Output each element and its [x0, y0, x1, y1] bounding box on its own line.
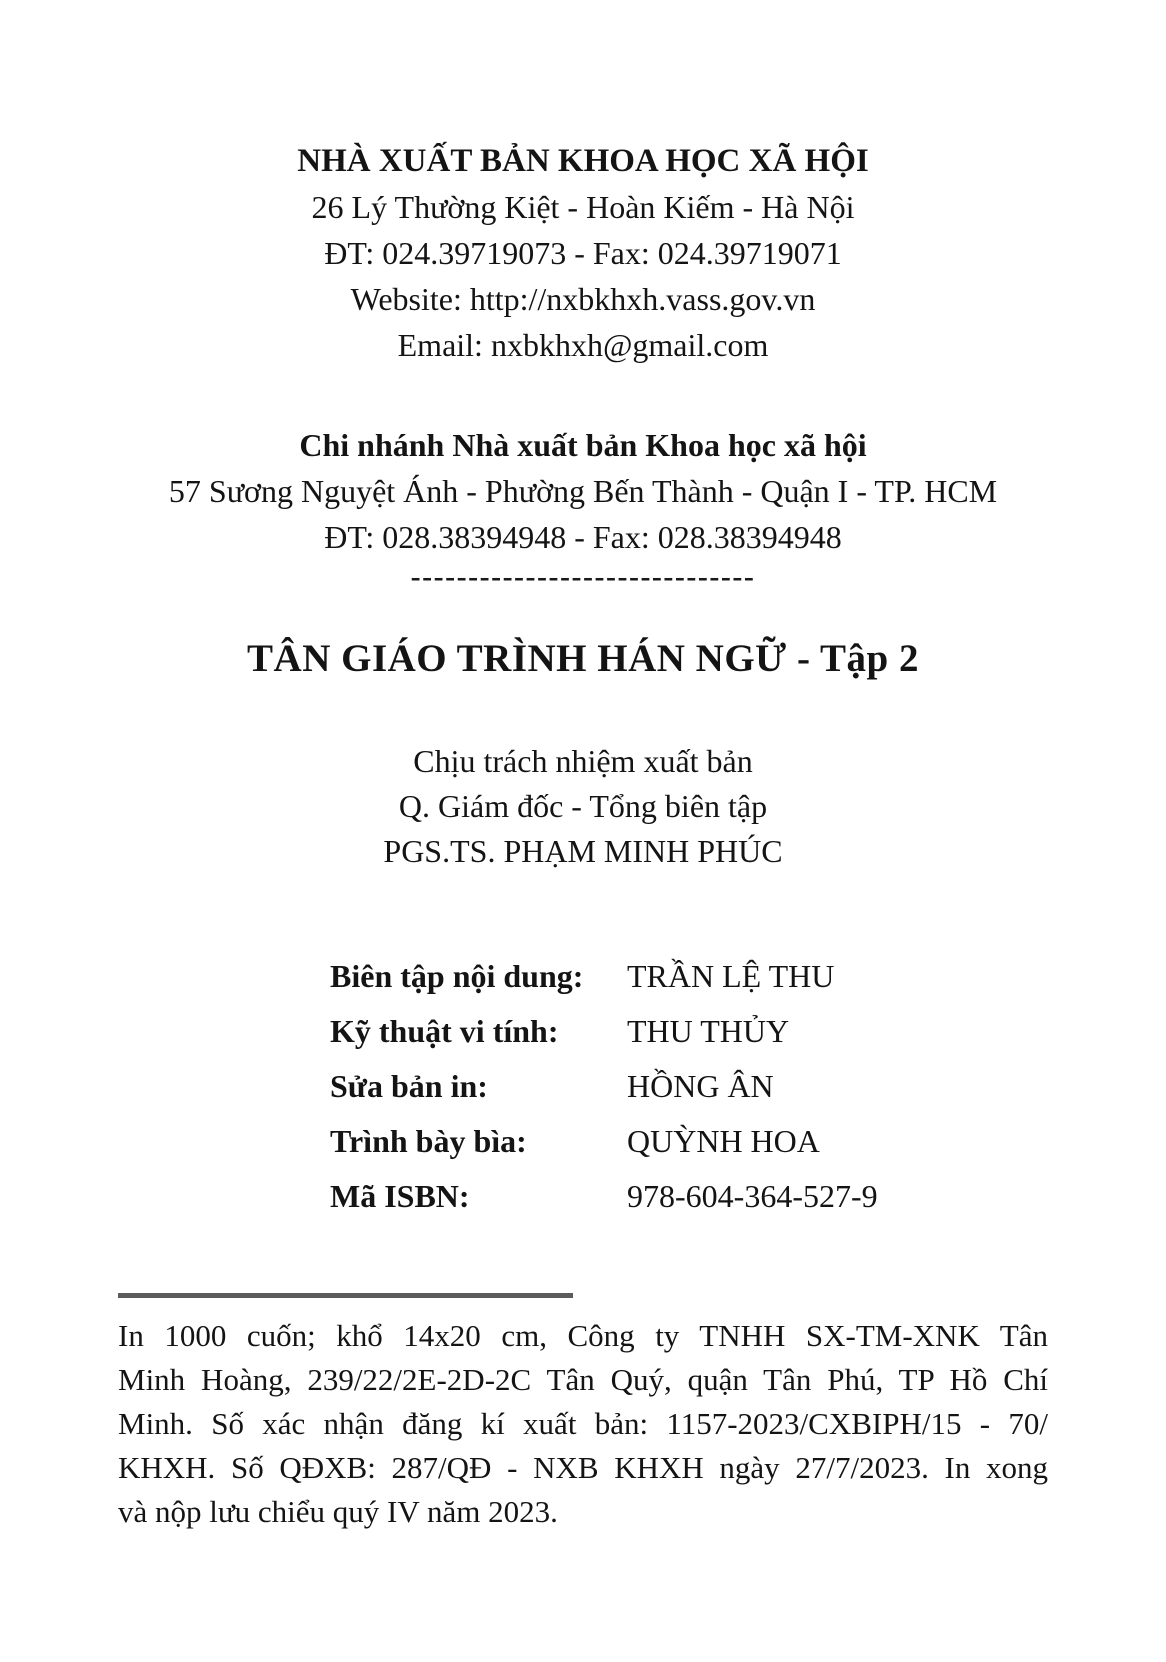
credit-value: QUỲNH HOA: [627, 1123, 820, 1159]
credit-label: Trình bày bìa:: [330, 1123, 527, 1159]
publisher-block: [0, 138, 1166, 368]
branch-name: Chi nhánh Nhà xuất bản Khoa học xã hội: [299, 427, 867, 463]
credit-row: [330, 1123, 1166, 1178]
credit-label: Biên tập nội dung:: [330, 958, 584, 994]
branch-address: 57 Sương Nguyệt Ánh - Phường Bến Thành - Quận I - TP. HCM: [168, 473, 998, 509]
credits-table: [330, 958, 1166, 1233]
dashed-separator: ------------------------------: [410, 560, 756, 593]
responsibility-heading: Chịu trách nhiệm xuất bản: [413, 743, 753, 779]
print-info-line: In 1000 cuốn; khổ 14x20 cm, Công ty TNHH SX-TM-XNK Tân: [118, 1318, 1048, 1353]
publisher-name: NHÀ XUẤT BẢN KHOA HỌC XÃ HỘI: [297, 143, 869, 179]
publisher-address: 26 Lý Thường Kiệt - Hoàn Kiếm - Hà Nội: [311, 189, 855, 225]
credit-value: TRẦN LỆ THU: [627, 958, 835, 994]
credit-value: 978-604-364-527-9: [627, 1178, 878, 1214]
publisher-phone-fax: ĐT: 024.39719073 - Fax: 024.39719071: [324, 235, 842, 271]
print-info-divider: [118, 1293, 573, 1298]
credit-label: Kỹ thuật vi tính:: [330, 1013, 559, 1049]
credit-row: [330, 1178, 1166, 1233]
responsibility-role: Q. Giám đốc - Tổng biên tập: [398, 788, 768, 824]
responsibility-block: [0, 739, 1166, 874]
branch-phone-fax: ĐT: 028.38394948 - Fax: 028.38394948: [324, 519, 842, 555]
credit-row: [330, 1013, 1166, 1068]
credit-label: Sửa bản in:: [330, 1068, 488, 1104]
credit-value: HỒNG ÂN: [627, 1068, 774, 1104]
print-info-line: KHXH. Số QĐXB: 287/QĐ - NXB KHXH ngày 27/7/2023. In xong: [118, 1450, 1048, 1485]
responsibility-name: PGS.TS. PHẠM MINH PHÚC: [383, 833, 783, 869]
print-info-block: [118, 1293, 1048, 1534]
print-info-line: và nộp lưu chiểu quý IV năm 2023.: [118, 1494, 558, 1529]
branch-block: [0, 422, 1166, 594]
credit-row: [330, 1068, 1166, 1123]
credit-value: THU THỦY: [627, 1013, 790, 1049]
publisher-website: Website: http://nxbkhxh.vass.gov.vn: [350, 281, 816, 317]
print-info-line: Minh. Số xác nhận đăng kí xuất bản: 1157-2023/CXBIPH/15 - 70/: [118, 1406, 1048, 1441]
credit-row: [330, 958, 1166, 1013]
credit-label: Mã ISBN:: [330, 1178, 470, 1214]
book-title: TÂN GIÁO TRÌNH HÁN NGỮ - Tập 2: [247, 637, 919, 680]
print-info-paragraph: [118, 1314, 1048, 1534]
print-info-line: Minh Hoàng, 239/22/2E-2D-2C Tân Quý, quận Tân Phú, TP Hồ Chí: [118, 1362, 1048, 1397]
publisher-email: Email: nxbkhxh@gmail.com: [397, 327, 769, 363]
